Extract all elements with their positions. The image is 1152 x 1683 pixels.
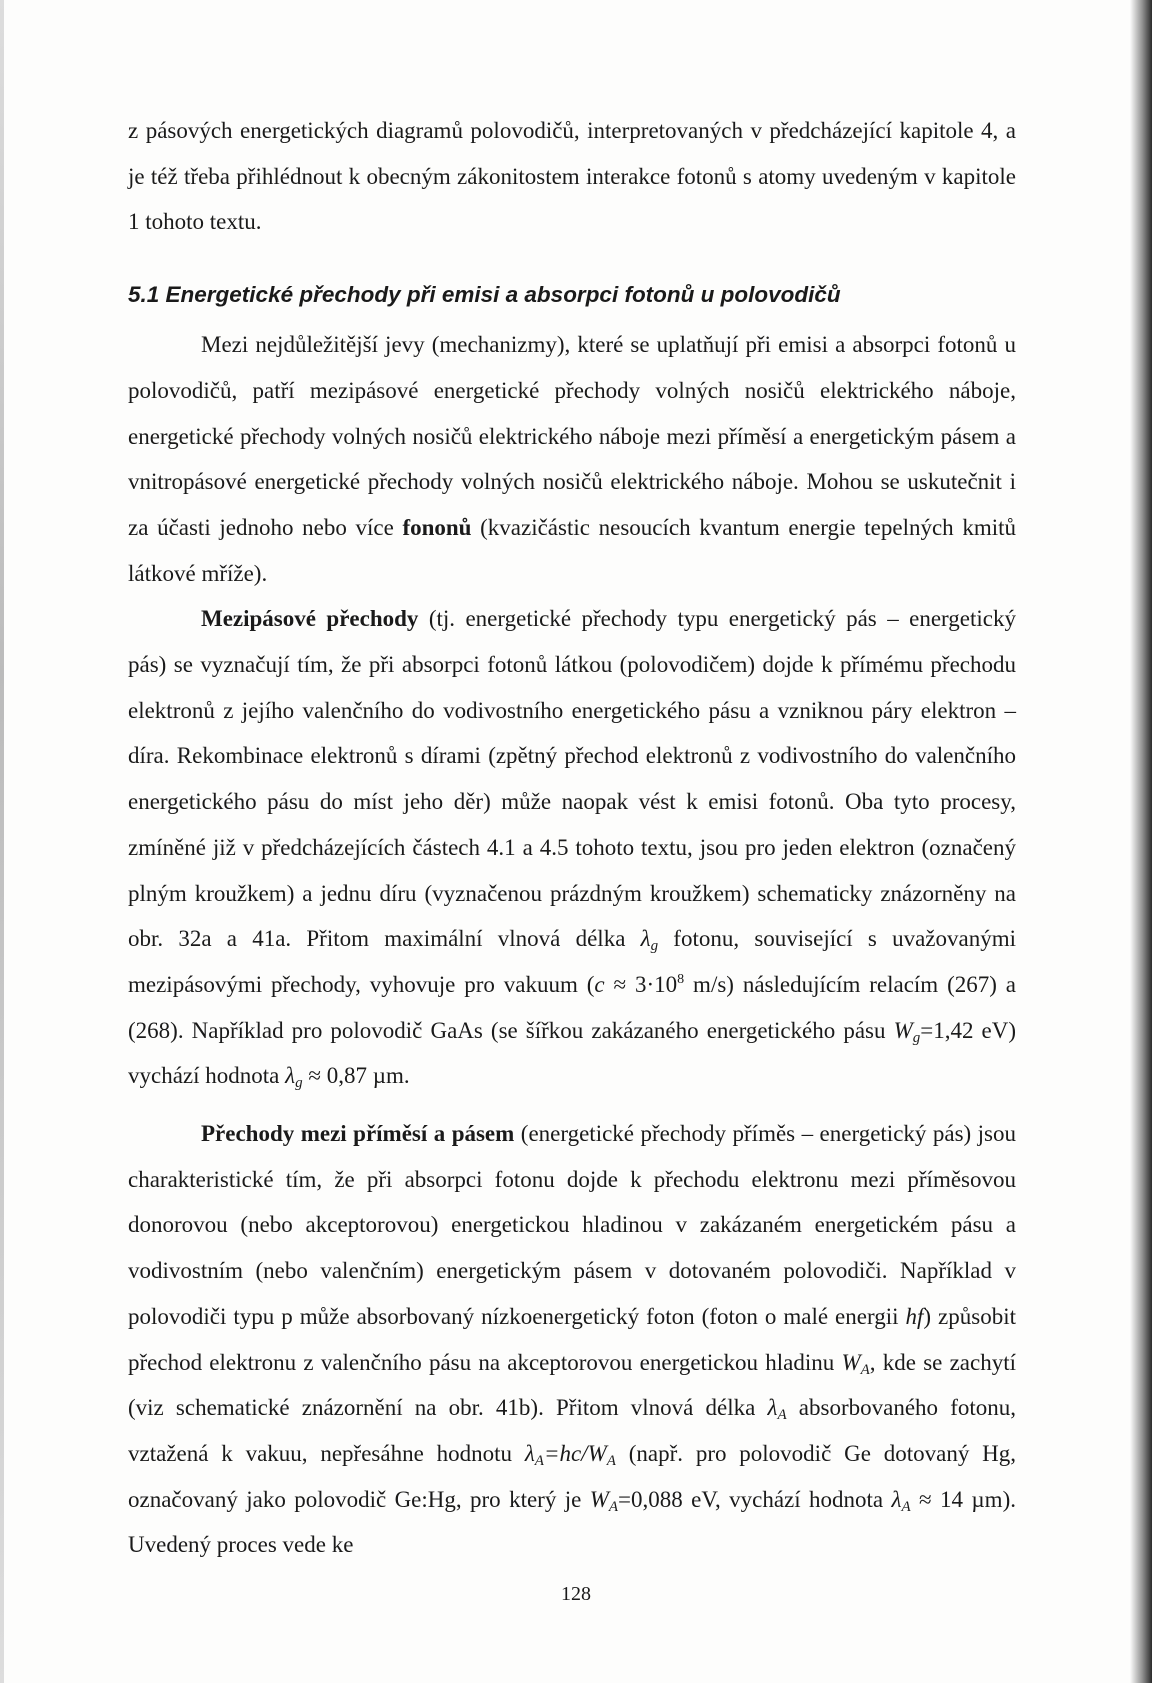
p3-text-6: =0,088 eV, vychází hodnota: [618, 1486, 892, 1512]
paragraph-impurity-band: [128, 1111, 1016, 1568]
lambda-symbol: λ: [767, 1395, 778, 1421]
lambda-symbol: λ: [285, 1063, 296, 1089]
p2-bold-term: Mezipásové přechody: [201, 606, 419, 632]
p1-tail: (kvazičástic nesoucích kvantum energie tepelných kmitů látkové mříže).: [128, 514, 1016, 586]
lambda-symbol: λ: [640, 926, 651, 952]
subscript-a: A: [534, 1452, 544, 1469]
subscript-a: A: [606, 1452, 616, 1469]
p1-text: Mezi nejdůležitější jevy (mechanizmy), které se uplatňují při emisi a absorpci fotonů u polovodičů, patří mezipásové energetické přechody volných nosičů elektrického náboje, energetické přechody volných nosičů elektrického náboje mezi příměsí a energetickým pásem a vnitropásové energetické přechody volných nosičů elektrického náboje. Mohou se uskutečnit i za účasti jednoho nebo více: [128, 332, 1016, 540]
p3-text-1: (energetické přechody příměs – energetický pás) jsou charakteristické tím, že při absorpci fotonu dojde k přechodu elektronu mezi příměsovou donorovou (nebo akceptorovou) energetickou hladinou v zakázaném energetickém pásu a vodivostním (nebo valenčním) energetickým pásem v dotovaném polovodiči. Například v polovodiči typu p může absorbovaný nízkoenergetický foton (foton o malé energii: [128, 1121, 1017, 1329]
p3-text-2: ) způsobit přechod elektronu z valenčního pásu na akceptorovou energetickou hladinu: [128, 1303, 1016, 1375]
page-content: [128, 108, 1016, 1568]
subscript-g: g: [295, 1075, 303, 1092]
scan-right-edge-shadow: [1130, 0, 1152, 1683]
energy-symbol: W: [841, 1349, 861, 1375]
speed-of-light-symbol: c: [594, 971, 605, 997]
p1-bold-fonons: fononů: [402, 514, 472, 540]
light-speed-value: ≈ 3·10: [604, 971, 678, 997]
exponent: 8: [677, 971, 685, 987]
paragraph-interband: [128, 596, 1016, 1099]
section-heading: 5.1 Energetické přechody při emisi a absorpci fotonů u polovodičů: [128, 282, 841, 308]
page-number: 128: [561, 1583, 591, 1605]
p2-text-2: fotonu, související s uvažovanými mezipásovými přechody, vyhovuje pro vakuum (: [128, 926, 1016, 997]
intro-paragraph: z pásových energetických diagramů polovodičů, interpretovaných v předcházející kapitole 4, a je též třeba přihlédnout k obecným zákonitostem interakce fotonů s atomy uvedeným v kapitole 1 tohoto textu.: [128, 118, 1016, 235]
photon-energy-symbol: hf: [905, 1303, 924, 1329]
lambda-symbol: λ: [891, 1486, 902, 1512]
p3-text-5: (např. pro polovodič Ge dotovaný Hg, označovaný jako polovodič Ge:Hg, pro který je: [128, 1440, 1016, 1512]
p3-bold-term: Přechody mezi příměsí a pásem: [201, 1121, 515, 1147]
subscript-g: g: [650, 938, 659, 955]
p2-text-3: m/s) následujícím relacím (267) a (268). Například pro polovodič GaAs (se šířkou zakázaného energetického pásu: [128, 971, 1016, 1043]
equation-hc-over-w: =hc/W: [543, 1440, 607, 1466]
p2-text-5: ≈ 0,87 µm.: [302, 1063, 410, 1089]
energy-symbol: W: [893, 1017, 913, 1043]
p2-text-4: =1,42 eV) vychází hodnota: [128, 1017, 1017, 1089]
paragraph-mechanisms: [128, 322, 1016, 596]
p2-text-1: (tj. energetické přechody typu energetický pás – energetický pás) se vyznačují tím, že při absorpci fotonů látkou (polovodičem) dojde k přímému přechodu elektronů z jejího valenčního do vodivostního energetického pásu a vzniknou páry elektron – díra. Rekombinace elektronů s dírami (zpětný přechod elektronů z vodivostního do valenčního energetického pásu do míst jeho děr) může naopak vést k emisi fotonů. Oba tyto procesy, zmíněné již v předcházejících částech 4.1 a 4.5 tohoto textu, jsou pro jeden elektron (označený plným kroužkem) a jednu díru (vyznačenou prázdným kroužkem) schematicky znázorněny na obr. 32a a 41a. Přitom maximální vlnová délka: [128, 606, 1016, 952]
subscript-a: A: [901, 1498, 911, 1515]
subscript-a: A: [608, 1498, 619, 1515]
subscript-a: A: [860, 1361, 870, 1378]
p3-text-7: ≈ 14 µm). Uvedený proces vede ke: [128, 1486, 1016, 1558]
lambda-symbol: λ: [524, 1440, 535, 1466]
p3-text-3: , kde se zachytí (viz schematické znázornění na obr. 41b). Přitom vlnová délka: [128, 1349, 1016, 1421]
subscript-g: g: [912, 1029, 921, 1046]
energy-symbol: W: [589, 1486, 609, 1512]
subscript-a: A: [777, 1407, 787, 1424]
p3-text-4: absorbovaného fotonu, vztažená k vakuu, nepřesáhne hodnotu: [128, 1395, 1016, 1466]
scan-left-edge: [0, 0, 4, 1683]
